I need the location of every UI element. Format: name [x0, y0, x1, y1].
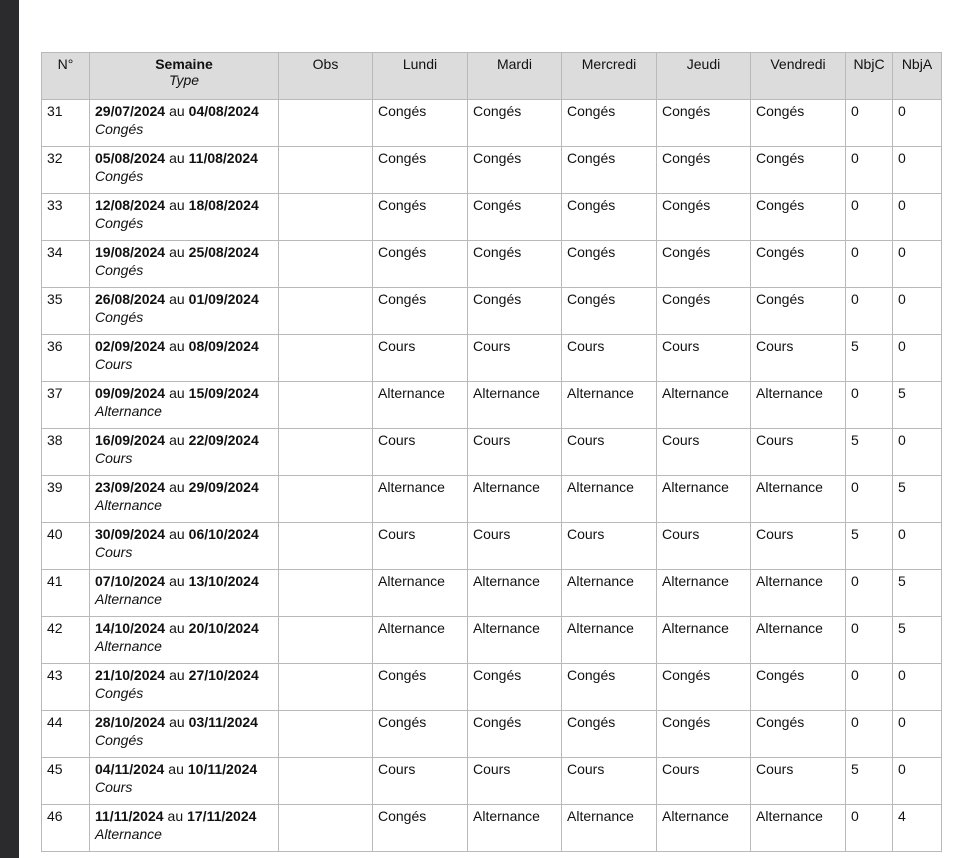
week-end-date: 25/08/2024	[188, 244, 259, 260]
week-number-cell: 38	[42, 429, 90, 476]
table-row	[42, 570, 942, 617]
day-cell-mardi: Congés	[468, 241, 562, 288]
obs-cell	[279, 617, 373, 664]
day-cell-vendredi: Alternance	[751, 570, 846, 617]
week-dates	[95, 666, 273, 684]
day-cell-mardi: Cours	[468, 523, 562, 570]
day-cell-vendredi: Alternance	[751, 382, 846, 429]
week-start-date: 14/10/2024	[95, 620, 166, 636]
week-au-label: au	[169, 197, 185, 213]
week-end-date: 13/10/2024	[188, 573, 259, 589]
nbjc-cell: 0	[846, 476, 893, 523]
week-number-cell: 32	[42, 147, 90, 194]
day-cell-mardi: Congés	[468, 711, 562, 758]
week-type: Alternance	[95, 403, 162, 419]
week-dates	[95, 149, 273, 167]
day-cell-mardi: Cours	[468, 429, 562, 476]
table-row	[42, 805, 942, 852]
nbja-cell: 0	[893, 288, 942, 335]
week-au-label: au	[169, 432, 185, 448]
week-type: Congés	[95, 732, 144, 748]
day-cell-mercredi: Congés	[562, 147, 657, 194]
day-cell-mardi: Alternance	[468, 382, 562, 429]
obs-cell	[279, 429, 373, 476]
day-cell-lundi: Congés	[373, 711, 468, 758]
week-dates	[95, 384, 273, 402]
week-number-cell: 45	[42, 758, 90, 805]
nbjc-cell: 0	[846, 241, 893, 288]
nbja-cell: 0	[893, 241, 942, 288]
day-cell-lundi: Congés	[373, 664, 468, 711]
obs-cell	[279, 476, 373, 523]
day-cell-mardi: Alternance	[468, 476, 562, 523]
week-au-label: au	[168, 761, 184, 777]
nbja-cell: 0	[893, 147, 942, 194]
week-start-date: 26/08/2024	[95, 291, 166, 307]
obs-cell	[279, 100, 373, 147]
week-range-cell	[90, 805, 279, 852]
table-row	[42, 758, 942, 805]
nbjc-cell: 0	[846, 147, 893, 194]
table-row	[42, 664, 942, 711]
nbjc-cell: 5	[846, 429, 893, 476]
week-start-date: 29/07/2024	[95, 103, 166, 119]
obs-cell	[279, 570, 373, 617]
day-cell-lundi: Congés	[373, 100, 468, 147]
day-cell-jeudi: Alternance	[657, 570, 751, 617]
day-cell-lundi: Cours	[373, 523, 468, 570]
week-au-label: au	[169, 526, 185, 542]
week-type: Congés	[95, 215, 144, 231]
nbja-cell: 5	[893, 382, 942, 429]
day-cell-jeudi: Congés	[657, 100, 751, 147]
week-start-date: 09/09/2024	[95, 385, 166, 401]
week-type: Cours	[95, 779, 133, 795]
col-header-type-label: Type	[168, 72, 200, 88]
obs-cell	[279, 711, 373, 758]
nbjc-cell: 0	[846, 288, 893, 335]
day-cell-mercredi: Congés	[562, 194, 657, 241]
day-cell-mardi: Alternance	[468, 617, 562, 664]
obs-cell	[279, 664, 373, 711]
week-dates	[95, 572, 273, 590]
nbja-cell: 0	[893, 758, 942, 805]
day-cell-lundi: Congés	[373, 288, 468, 335]
col-header-lundi: Lundi	[373, 53, 468, 100]
col-header-nbjc: NbjC	[846, 53, 893, 100]
week-dates	[95, 196, 273, 214]
day-cell-vendredi: Congés	[751, 241, 846, 288]
day-cell-mardi: Cours	[468, 758, 562, 805]
week-start-date: 11/11/2024	[95, 808, 164, 824]
day-cell-lundi: Congés	[373, 805, 468, 852]
week-range-cell	[90, 147, 279, 194]
nbjc-cell: 0	[846, 617, 893, 664]
obs-cell	[279, 523, 373, 570]
day-cell-mardi: Congés	[468, 100, 562, 147]
week-range-cell	[90, 664, 279, 711]
table-row	[42, 523, 942, 570]
week-number-cell: 31	[42, 100, 90, 147]
col-header-semaine-label: Semaine	[155, 56, 213, 72]
nbjc-cell: 5	[846, 758, 893, 805]
nbjc-cell: 5	[846, 335, 893, 382]
day-cell-vendredi: Congés	[751, 664, 846, 711]
day-cell-mardi: Cours	[468, 335, 562, 382]
week-range-cell	[90, 288, 279, 335]
day-cell-jeudi: Congés	[657, 711, 751, 758]
day-cell-mercredi: Cours	[562, 429, 657, 476]
nbjc-cell: 0	[846, 570, 893, 617]
week-range-cell	[90, 476, 279, 523]
week-type: Alternance	[95, 826, 162, 842]
week-start-date: 16/09/2024	[95, 432, 166, 448]
day-cell-lundi: Cours	[373, 758, 468, 805]
week-au-label: au	[169, 103, 185, 119]
week-number-cell: 34	[42, 241, 90, 288]
week-dates	[95, 290, 273, 308]
week-end-date: 18/08/2024	[188, 197, 259, 213]
week-type: Alternance	[95, 638, 162, 654]
week-au-label: au	[169, 338, 185, 354]
day-cell-mercredi: Alternance	[562, 570, 657, 617]
week-dates	[95, 102, 273, 120]
nbja-cell: 5	[893, 476, 942, 523]
col-header-jeudi: Jeudi	[657, 53, 751, 100]
nbjc-cell: 0	[846, 664, 893, 711]
week-au-label: au	[169, 244, 185, 260]
week-start-date: 07/10/2024	[95, 573, 166, 589]
week-start-date: 05/08/2024	[95, 150, 166, 166]
nbja-cell: 0	[893, 429, 942, 476]
week-type: Cours	[95, 450, 133, 466]
week-type: Alternance	[95, 591, 162, 607]
col-header-semaine	[90, 53, 279, 100]
day-cell-mardi: Congés	[468, 194, 562, 241]
week-au-label: au	[167, 808, 184, 824]
week-end-date: 11/08/2024	[188, 150, 258, 166]
week-number-cell: 33	[42, 194, 90, 241]
table-row	[42, 711, 942, 758]
day-cell-jeudi: Congés	[657, 241, 751, 288]
table-row	[42, 382, 942, 429]
nbja-cell: 5	[893, 570, 942, 617]
obs-cell	[279, 382, 373, 429]
day-cell-jeudi: Congés	[657, 147, 751, 194]
week-range-cell	[90, 241, 279, 288]
week-type: Alternance	[95, 497, 162, 513]
nbjc-cell: 0	[846, 711, 893, 758]
col-header-obs: Obs	[279, 53, 373, 100]
obs-cell	[279, 288, 373, 335]
nbja-cell: 0	[893, 523, 942, 570]
week-au-label: au	[169, 667, 185, 683]
col-header-mercredi: Mercredi	[562, 53, 657, 100]
day-cell-mercredi: Alternance	[562, 382, 657, 429]
header-row	[42, 53, 942, 100]
day-cell-jeudi: Congés	[657, 664, 751, 711]
week-type: Cours	[95, 544, 133, 560]
day-cell-jeudi: Cours	[657, 335, 751, 382]
day-cell-mardi: Alternance	[468, 805, 562, 852]
day-cell-lundi: Cours	[373, 335, 468, 382]
day-cell-mardi: Congés	[468, 664, 562, 711]
day-cell-vendredi: Congés	[751, 711, 846, 758]
col-header-mardi: Mardi	[468, 53, 562, 100]
week-range-cell	[90, 617, 279, 664]
week-dates	[95, 760, 273, 778]
day-cell-mercredi: Alternance	[562, 476, 657, 523]
day-cell-lundi: Alternance	[373, 476, 468, 523]
nbjc-cell: 0	[846, 100, 893, 147]
week-end-date: 22/09/2024	[188, 432, 259, 448]
table-row	[42, 147, 942, 194]
week-number-cell: 40	[42, 523, 90, 570]
day-cell-vendredi: Cours	[751, 758, 846, 805]
day-cell-vendredi: Congés	[751, 147, 846, 194]
day-cell-vendredi: Alternance	[751, 476, 846, 523]
day-cell-vendredi: Cours	[751, 523, 846, 570]
day-cell-mercredi: Congés	[562, 664, 657, 711]
week-number-cell: 42	[42, 617, 90, 664]
obs-cell	[279, 147, 373, 194]
nbja-cell: 0	[893, 335, 942, 382]
table-row	[42, 335, 942, 382]
day-cell-vendredi: Alternance	[751, 805, 846, 852]
obs-cell	[279, 758, 373, 805]
day-cell-mercredi: Congés	[562, 241, 657, 288]
day-cell-jeudi: Cours	[657, 758, 751, 805]
day-cell-mardi: Alternance	[468, 570, 562, 617]
viewer-side-bar	[0, 0, 19, 858]
day-cell-mercredi: Cours	[562, 523, 657, 570]
day-cell-jeudi: Congés	[657, 194, 751, 241]
schedule-table-wrapper	[41, 52, 942, 852]
week-end-date: 17/11/2024	[187, 808, 257, 824]
table-row	[42, 429, 942, 476]
week-end-date: 04/08/2024	[188, 103, 259, 119]
week-number-cell: 43	[42, 664, 90, 711]
week-au-label: au	[169, 150, 185, 166]
day-cell-vendredi: Cours	[751, 429, 846, 476]
nbja-cell: 5	[893, 617, 942, 664]
day-cell-jeudi: Cours	[657, 523, 751, 570]
schedule-table	[41, 52, 942, 852]
nbja-cell: 0	[893, 194, 942, 241]
week-type: Congés	[95, 262, 144, 278]
day-cell-mercredi: Cours	[562, 335, 657, 382]
week-end-date: 08/09/2024	[188, 338, 259, 354]
day-cell-mercredi: Congés	[562, 711, 657, 758]
day-cell-mercredi: Alternance	[562, 617, 657, 664]
day-cell-lundi: Alternance	[373, 617, 468, 664]
day-cell-lundi: Alternance	[373, 382, 468, 429]
week-number-cell: 39	[42, 476, 90, 523]
day-cell-mercredi: Congés	[562, 288, 657, 335]
week-dates	[95, 619, 273, 637]
week-range-cell	[90, 194, 279, 241]
day-cell-lundi: Alternance	[373, 570, 468, 617]
day-cell-vendredi: Alternance	[751, 617, 846, 664]
day-cell-jeudi: Alternance	[657, 382, 751, 429]
week-number-cell: 46	[42, 805, 90, 852]
obs-cell	[279, 805, 373, 852]
week-type: Congés	[95, 121, 144, 137]
week-start-date: 23/09/2024	[95, 479, 166, 495]
day-cell-mercredi: Cours	[562, 758, 657, 805]
week-range-cell	[90, 523, 279, 570]
day-cell-mercredi: Congés	[562, 100, 657, 147]
day-cell-vendredi: Congés	[751, 100, 846, 147]
week-au-label: au	[169, 714, 185, 730]
week-start-date: 02/09/2024	[95, 338, 166, 354]
table-row	[42, 617, 942, 664]
nbja-cell: 0	[893, 664, 942, 711]
week-end-date: 06/10/2024	[188, 526, 259, 542]
week-au-label: au	[169, 385, 185, 401]
day-cell-jeudi: Congés	[657, 288, 751, 335]
week-au-label: au	[169, 573, 185, 589]
week-range-cell	[90, 758, 279, 805]
col-header-vendredi: Vendredi	[751, 53, 846, 100]
day-cell-jeudi: Alternance	[657, 476, 751, 523]
day-cell-lundi: Congés	[373, 147, 468, 194]
nbjc-cell: 5	[846, 523, 893, 570]
week-au-label: au	[169, 291, 185, 307]
week-dates	[95, 337, 273, 355]
table-row	[42, 194, 942, 241]
week-number-cell: 41	[42, 570, 90, 617]
week-au-label: au	[169, 620, 185, 636]
week-start-date: 19/08/2024	[95, 244, 166, 260]
week-end-date: 20/10/2024	[188, 620, 259, 636]
week-dates	[95, 478, 273, 496]
day-cell-jeudi: Alternance	[657, 617, 751, 664]
obs-cell	[279, 335, 373, 382]
day-cell-mardi: Congés	[468, 147, 562, 194]
col-header-nbja: NbjA	[893, 53, 942, 100]
week-range-cell	[90, 429, 279, 476]
week-dates	[95, 713, 273, 731]
day-cell-vendredi: Congés	[751, 194, 846, 241]
week-range-cell	[90, 570, 279, 617]
nbjc-cell: 0	[846, 805, 893, 852]
col-header-num: N°	[42, 53, 90, 100]
week-dates	[95, 431, 273, 449]
week-start-date: 21/10/2024	[95, 667, 166, 683]
obs-cell	[279, 194, 373, 241]
nbja-cell: 4	[893, 805, 942, 852]
week-dates	[95, 525, 273, 543]
week-end-date: 27/10/2024	[188, 667, 259, 683]
day-cell-jeudi: Cours	[657, 429, 751, 476]
week-start-date: 30/09/2024	[95, 526, 166, 542]
nbjc-cell: 0	[846, 194, 893, 241]
nbjc-cell: 0	[846, 382, 893, 429]
table-row	[42, 100, 942, 147]
week-end-date: 03/11/2024	[188, 714, 258, 730]
week-range-cell	[90, 335, 279, 382]
day-cell-jeudi: Alternance	[657, 805, 751, 852]
table-row	[42, 241, 942, 288]
week-type: Congés	[95, 309, 144, 325]
day-cell-lundi: Cours	[373, 429, 468, 476]
day-cell-mardi: Congés	[468, 288, 562, 335]
week-number-cell: 44	[42, 711, 90, 758]
week-end-date: 29/09/2024	[188, 479, 259, 495]
week-dates	[95, 243, 273, 261]
week-range-cell	[90, 100, 279, 147]
day-cell-vendredi: Congés	[751, 288, 846, 335]
week-type: Congés	[95, 168, 144, 184]
nbja-cell: 0	[893, 100, 942, 147]
obs-cell	[279, 241, 373, 288]
week-end-date: 01/09/2024	[188, 291, 259, 307]
day-cell-lundi: Congés	[373, 241, 468, 288]
week-range-cell	[90, 711, 279, 758]
day-cell-lundi: Congés	[373, 194, 468, 241]
week-type: Congés	[95, 685, 144, 701]
week-start-date: 04/11/2024	[95, 761, 165, 777]
table-row	[42, 476, 942, 523]
week-dates	[95, 807, 273, 825]
table-row	[42, 288, 942, 335]
week-end-date: 15/09/2024	[188, 385, 259, 401]
week-number-cell: 35	[42, 288, 90, 335]
week-end-date: 10/11/2024	[187, 761, 258, 777]
week-start-date: 28/10/2024	[95, 714, 166, 730]
week-start-date: 12/08/2024	[95, 197, 166, 213]
week-range-cell	[90, 382, 279, 429]
day-cell-vendredi: Cours	[751, 335, 846, 382]
week-type: Cours	[95, 356, 133, 372]
week-number-cell: 37	[42, 382, 90, 429]
week-number-cell: 36	[42, 335, 90, 382]
week-au-label: au	[169, 479, 185, 495]
nbja-cell: 0	[893, 711, 942, 758]
day-cell-mercredi: Alternance	[562, 805, 657, 852]
table-body	[42, 100, 942, 852]
